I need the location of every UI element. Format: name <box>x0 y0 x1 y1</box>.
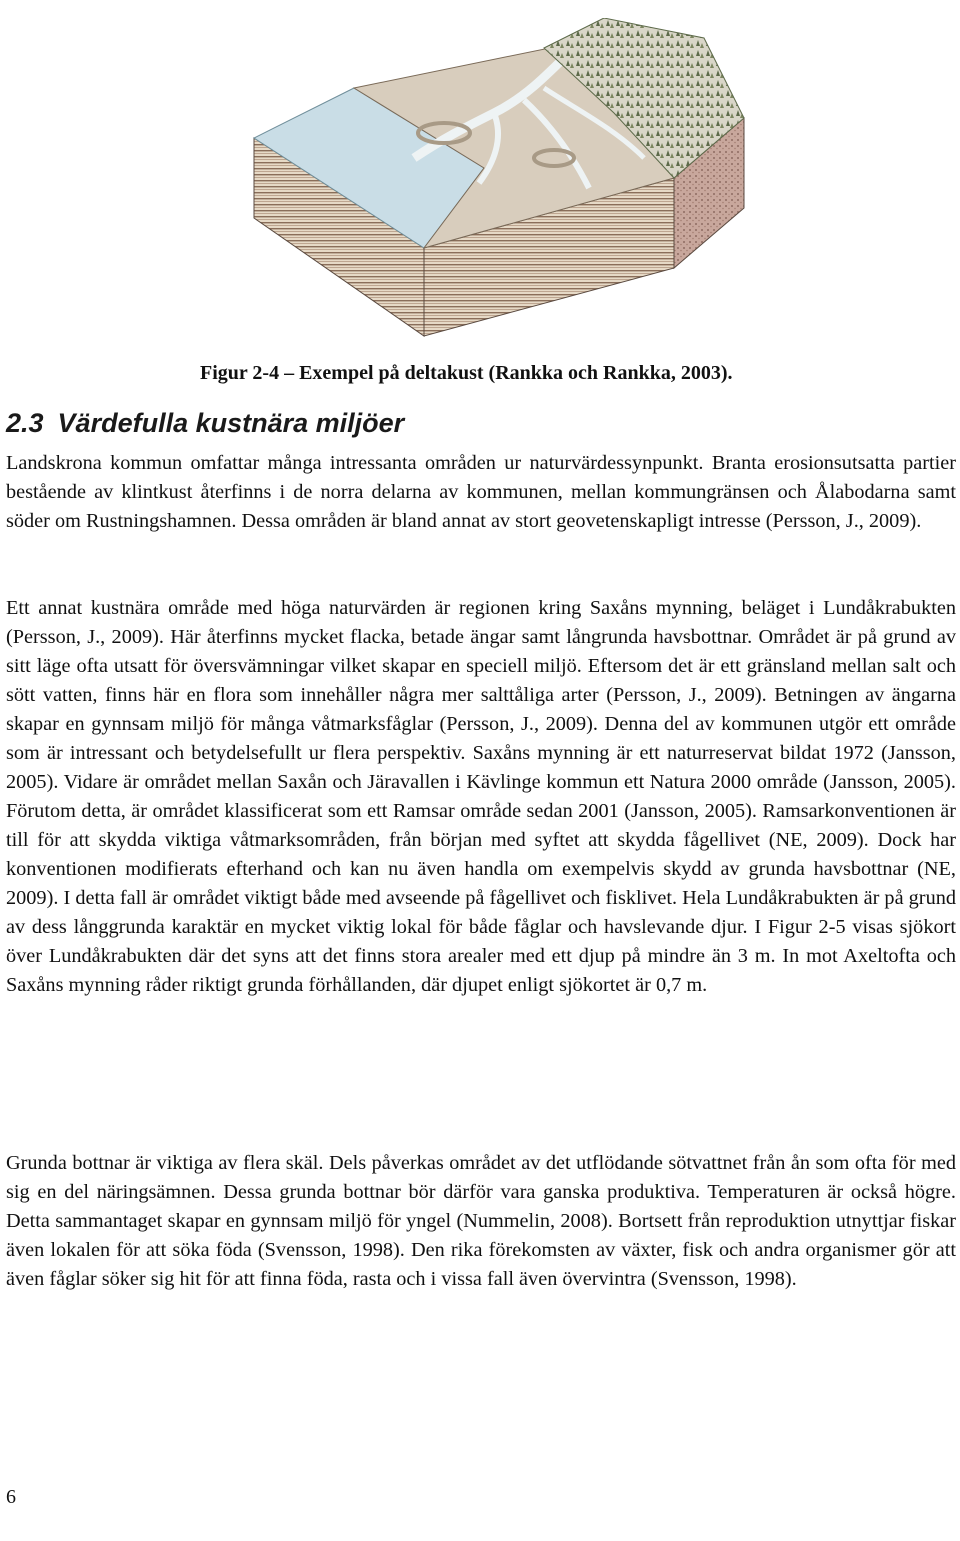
delta-block-diagram <box>244 18 764 348</box>
section-title: Värdefulla kustnära miljöer <box>57 408 405 438</box>
paragraph: Ett annat kustnära område med höga naturvärden är regionen kring Saxåns mynning, beläget i Lundåkrabukten (Persson, J., 2009). Här återfinns mycket flacka, betade ängar samt långrunda havsbottnar. Området är på grund av sitt läge ofta utsatt för översvämningar vilket skapar en speciell miljö. Eftersom det är ett gränsland mellan salt och sött vatten, finns här en flora som innehåller några mer salttåliga arter (Persson, J., 2009). Betningen av ängarna skapar en gynnsam miljö för många våtmarksfåglar (Persson, J., 2009). Denna del av kommunen utgör ett område som är intressant och betydelsefullt ur flera perspektiv. Saxåns mynning är ett naturreservat bildat 1972 (Jansson, 2005). Vidare är området mellan Saxån och Järavallen i Kävlinge kommun ett Natura 2000 område (Jansson, 2005). Förutom detta, är området klassificerat som ett Ramsar område sedan 2001 (Jansson, 2005). Ramsarkonventionen är till för att skydda viktiga våtmarksområden, från början med syftet att skydda fågellivet (NE, 2009). Dock har konventionen modifierats efterhand och kan nu även handla om exempelvis skydd av grunda havsbottnar (NE, 2009). I detta fall är området viktigt både med avseende på fågellivet och fisklivet. Hela Lundåkrabukten är på grund av dess långgrunda karaktär en mycket viktig lokal för både fåglar och havslevande djur. I Figur 2-5 visas sjökort över Lundåkrabukten där det syns att det finns stora arealer med ett djup på mindre än 3 m. In mot Axeltofta och Saxåns mynning råder riktigt grunda förhållanden, där djupet enligt sjökortet är 0,7 m. <box>6 597 956 996</box>
section-heading <box>6 408 404 439</box>
figure-caption: Figur 2-4 – Exempel på deltakust (Rankka och Rankka, 2003). <box>200 362 733 384</box>
page-number: 6 <box>6 1486 16 1508</box>
section-number: 2.3 <box>6 408 44 438</box>
paragraph: Grunda bottnar är viktiga av flera skäl. Dels påverkas området av det utflödande sötvattnet från ån som ofta för med sig en del näringsämnen. Dessa grunda bottnar bör därför vara ganska produktiva. Temperaturen är också högre. Detta sammantaget skapar en gynnsam miljö för yngel (Nummelin, 2008). Bortsett från reproduktion utnyttjar fiskar även lokalen för att söka föda (Svensson, 1998). Den rika förekomsten av växter, fisk och andra organismer gör att även fåglar söker sig hit för att finna föda, rasta och i vissa fall även övervintra (Svensson, 1998). <box>6 1152 956 1290</box>
delta-coast-illustration <box>244 18 764 348</box>
paragraph: Landskrona kommun omfattar många intressanta områden ur naturvärdessynpunkt. Branta erosionsutsatta partier bestående av klintkust återfinns i de norra delarna av kommunen, mellan kommungränsen och Ålabodarna samt söder om Rustningshamnen. Dessa områden är bland annat av stort geovetenskapligt intresse (Persson, J., 2009). <box>6 452 956 532</box>
